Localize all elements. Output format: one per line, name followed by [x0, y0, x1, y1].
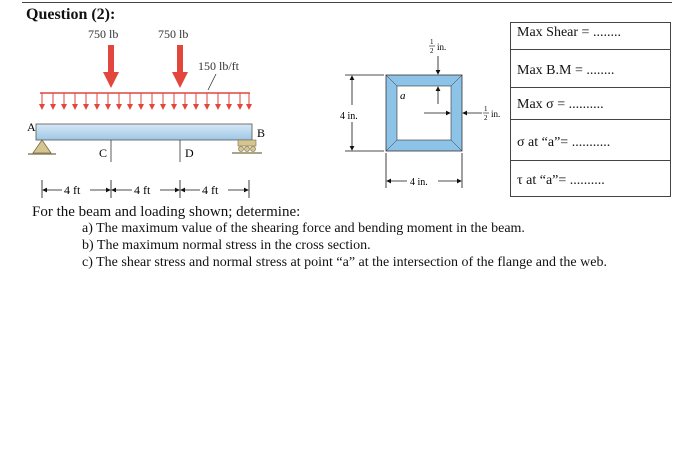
side-thickness-unit: in.: [491, 109, 501, 119]
section-width-label: 4 in.: [410, 177, 428, 188]
top-thickness-den: 2: [430, 47, 434, 55]
top-thickness-unit: in.: [437, 42, 447, 52]
distributed-load-label: 150 lb/ft: [198, 59, 239, 73]
answer-sigma-at-a: [517, 135, 610, 151]
answer-separator: [511, 49, 670, 50]
beam: [36, 124, 252, 140]
answer-blank[interactable]: ..........: [568, 97, 604, 112]
span-label-ac: 4 ft: [64, 183, 81, 197]
problem-part-b: b) The maximum normal stress in the cross section.: [82, 238, 371, 253]
roller-support-b: [232, 140, 262, 153]
answer-max-sigma: [517, 97, 604, 113]
answer-blank[interactable]: ........: [586, 63, 615, 78]
distributed-load: [39, 93, 252, 110]
problem-part-a: a) The maximum value of the shearing force and bending moment in the beam.: [82, 221, 525, 236]
load-label-d: 750 lb: [158, 27, 189, 41]
problem-intro: For the beam and loading shown; determine:: [32, 204, 301, 220]
answer-separator: [511, 87, 670, 88]
side-thickness-num: 1: [484, 105, 488, 113]
answers-box: [510, 22, 671, 197]
answer-blank[interactable]: ........: [592, 25, 621, 40]
section-height-label: 4 in.: [340, 111, 358, 122]
section-point-a: a: [400, 90, 406, 102]
top-thickness-num: 1: [430, 38, 434, 46]
answer-label: τ at “a”=: [517, 173, 567, 188]
side-thickness-den: 2: [484, 114, 488, 122]
point-label-c: C: [99, 146, 108, 160]
answer-label: Max σ =: [517, 97, 566, 112]
point-load-c: [103, 45, 119, 88]
point-label-d: D: [185, 146, 194, 160]
point-label-b: B: [257, 126, 266, 140]
answer-tau-at-a: [517, 173, 605, 189]
answer-max-shear: [517, 25, 621, 41]
point-load-d: [172, 45, 188, 88]
distributed-load-leader: [208, 74, 216, 90]
pin-support-a: [28, 140, 56, 154]
answer-separator: [511, 119, 670, 120]
span-label-db: 4 ft: [202, 183, 219, 197]
question-heading: Question (2):: [26, 6, 116, 23]
answer-blank[interactable]: ...........: [571, 135, 611, 150]
answer-label: Max B.M =: [517, 63, 583, 78]
answer-separator: [511, 160, 670, 161]
span-label-cd: 4 ft: [134, 183, 151, 197]
answer-blank[interactable]: ..........: [569, 173, 605, 188]
load-label-c: 750 lb: [88, 27, 119, 41]
point-label-a: A: [27, 120, 36, 134]
answer-label: Max Shear =: [517, 25, 590, 40]
answer-label: σ at “a”=: [517, 135, 569, 150]
answer-max-bm: [517, 63, 614, 79]
problem-part-c: c) The shear stress and normal stress at point “a” at the intersection of the flange and the web.: [82, 255, 607, 270]
